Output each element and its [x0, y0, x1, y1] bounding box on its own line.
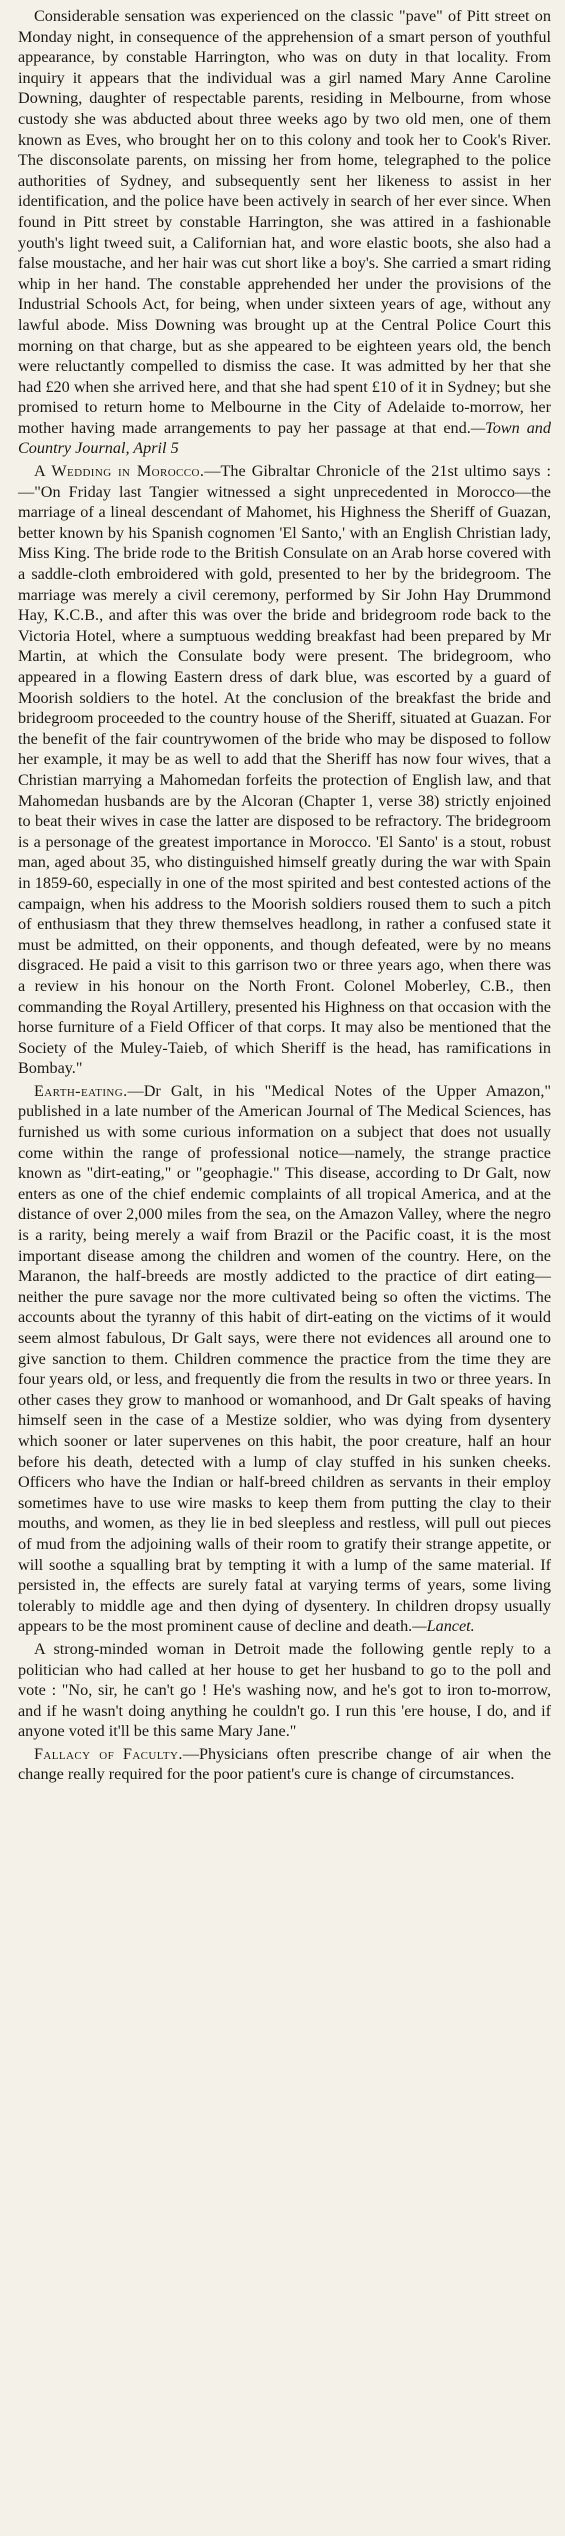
article-source: —Town and Country Journal, April 5	[18, 418, 551, 458]
article-heading: Earth-eating.	[34, 1081, 128, 1100]
article-detroit-woman	[18, 1639, 551, 1742]
article-source: —Lancet.	[412, 1617, 475, 1636]
article-body: —The Gibraltar Chronicle of the 21st ultimo says :—"On Friday last Tangier witnessed a sight unprecedented in Morocco—the marriage of a lineal descendant of Mahomet, his Highness the Sheriff of Guazan, better known by his Spanish cognomen 'El Santo,' with an English Christian lady, Miss King. The bride rode to the British Consulate on an Arab horse covered with a saddle-cloth embroidered with gold, presented to her by the bridegroom. The marriage was merely a civil ceremony, performed by Sir John Hay Drummond Hay, K.C.B., and after this was over the bride and bridegroom rode back to the Victoria Hotel, where a sumptuous wedding breakfast had been prepared by Mr Martin, at which the Consulate body were present. The bridegroom, who appeared in a flowing Eastern dress of dark blue, was escorted by a guard of Moorish soldiers to the hotel. At the conclusion of the breakfast the bride and bridegroom proceeded to the country house of the Sheriff, situated at Guazan. For the benefit of the fair countrywomen of the bride who may be disposed to follow her example, it may be as well to add that the Sheriff has now four wives, that a Christian marrying a Mahomedan forfeits the protection of English law, and that Mahomedan husbands are by the Alcoran (Chapter 1, verse 38) strictly enjoined to beat their wives in case the latter are disposed to be refractory. The bridegroom is a personage of the greatest importance in Morocco. 'El Santo' is a stout, robust man, aged about 35, who distinguished himself greatly during the war with Spain in 1859-60, especially in one of the most spirited and best contested actions of the campaign, when his address to the Moorish soldiers roused them to such a pitch of enthusiasm that they threw themselves headlong, in rather a confused state it must be admitted, on their opponents, and though defeated, were by no means disgraced. He paid a visit to this garrison two or three years ago, when there was a review in his honour on the North Front. Colonel Moberley, C.B., then commanding the Royal Artillery, presented his Highness on that occasion with the horse furniture of a Field Officer of that corps. It may also be mentioned that the Society of the Muley-Taieb, of which Sheriff is the head, has ramifications in Bombay."	[18, 462, 551, 1078]
article-pitt-street	[18, 6, 551, 459]
article-body: —Dr Galt, in his "Medical Notes of the Upper Amazon," published in a late number of the American Journal of The Medical Sciences, has furnished us with some curious information on a subject that does not usually come within the range of professional notice—namely, the strange practice known as "dirt-eating," or "geophagie." This disease, according to Dr Galt, now enters as one of the chief endemic complaints of all tropical America, and at the distance of over 2,000 miles from the sea, on the Amazon Valley, where the negro is a rarity, being merely a waif from Brazil or the Pacific coast, it is the most important disease among the children and women of the country. Here, on the Maranon, the half-breeds are mostly addicted to the practice of dirt eating—neither the pure savage nor the more cultivated being so often the victims. The accounts about the tyranny of this habit of dirt-eating on the victims of it would seem almost fabulous, Dr Galt says, were there not evidences all around one to give sanction to them. Children commence the practice from the time they are four years old, or less, and frequently die from the results in two or three years. In other cases they grow to manhood or womanhood, and Dr Galt speaks of having himself seen in the case of a Mestize soldier, who was dying from dysentery which sooner or later supervenes on this habit, the poor creature, half an hour before his death, detected with a lump of clay stuffed in his sunken cheeks. Officers who have the Indian or half-breed children as servants in their employ sometimes have to use wire masks to keep them from putting the clay to their mouths, and women, as they lie in bed sleepless and restless, will pull out pieces of mud from the adjoining walls of their room to gratify their strange appetite, or will soothe a squalling brat by tempting it with a lump of the same material. If persisted in, the effects are surely fatal at varying terms of years, some living tolerably to middle age and then dying of dysentery. In children dropsy usually appears to be the most prominent cause of decline and death.	[18, 1081, 551, 1636]
article-heading: Fallacy of Faculty.	[34, 1744, 183, 1763]
article-fallacy-faculty	[18, 1744, 551, 1785]
article-body: A strong-minded woman in Detroit made the following gentle reply to a politician who had called at her house to get her husband to go to the poll and vote : "No, sir, he can't go ! He's washing now, and he's got to iron to-morrow, and if he wasn't doing anything he couldn't go. I run this 'ere house, I do, and if anyone voted it'll be this same Mary Jane."	[18, 1639, 551, 1741]
article-heading: A Wedding in Morocco.	[34, 462, 205, 481]
article-wedding-morocco	[18, 461, 551, 1079]
article-earth-eating	[18, 1081, 551, 1637]
article-body: —Physicians often prescribe change of air when the change really required for the poor patient's cure is change of circumstances.	[18, 1744, 552, 1784]
article-body: Considerable sensation was experienced on the classic "pave" of Pitt street on Monday night, in consequence of the apprehension of a smart person of youthful appearance, by constable Harrington, who was on duty in that locality. From inquiry it appears that the individual was a girl named Mary Anne Caroline Downing, daughter of respectable parents, residing in Melbourne, from whose custody she was abducted about three weeks ago by two old men, one of them known as Eves, who brought her on to this colony and took her to Cook's River. The disconsolate parents, on missing her from home, telegraphed to the police authorities of Sydney, and subsequently sent her likeness to assist in her identification, and the police have been actively in search of her ever since. When found in Pitt street by constable Harrington, she was attired in a fashionable youth's light tweed suit, a Californian hat, and wore elastic boots, she also had a false moustache, and her hair was cut short like a boy's. She carried a smart riding whip in her hand. The constable apprehended her under the provisions of the Industrial Schools Act, for being, when under sixteen years of age, without any lawful abode. Miss Downing was brought up at the Central Police Court this morning on that charge, but as she appeared to be eighteen years old, the bench were reluctantly compelled to dismiss the case. It was admitted by her that she had £20 when she arrived here, and that she had spent £10 of it in Sydney; but she promised to return home to Melbourne in the City of Adelaide to-morrow, her mother having made arrangements to pay her passage at that end.	[18, 7, 551, 437]
